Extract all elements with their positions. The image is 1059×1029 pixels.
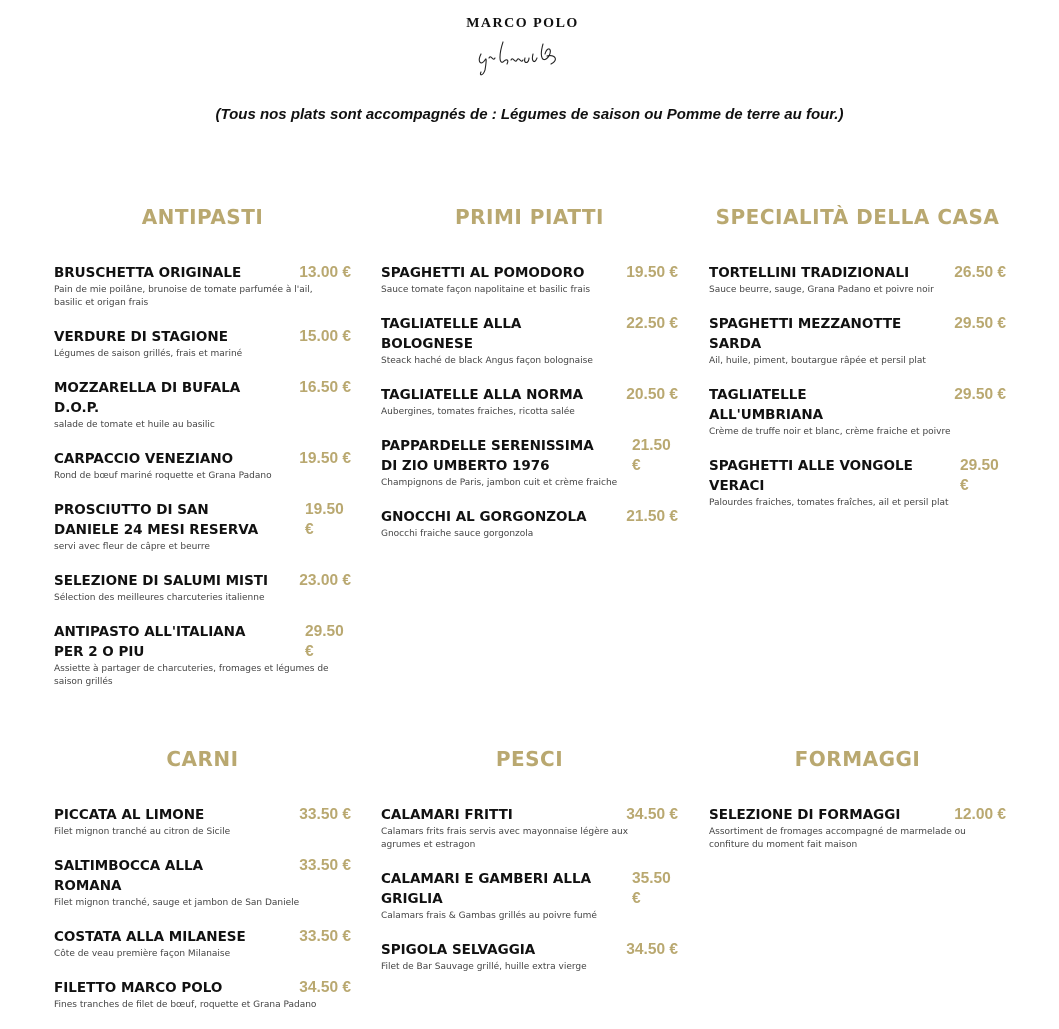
item-description: Sauce beurre, sauge, Grana Padano et poivre noir <box>709 285 934 295</box>
menu-item <box>381 263 678 297</box>
item-name: TAGLIATELLE ALL'UMBRIANA <box>709 387 824 423</box>
item-name: CALAMARI E GAMBERI ALLA GRIGLIA <box>381 871 592 907</box>
item-description: Pain de mie poilâne, brunoise de tomate parfumée à l'ail, basilic et origan frais <box>54 285 313 308</box>
section-antipasti <box>54 205 351 706</box>
item-name: TAGLIATELLE ALLA NORMA <box>381 387 584 403</box>
section-carni <box>54 747 351 1029</box>
item-name: SPAGHETTI AL POMODORO <box>381 265 585 281</box>
item-price: 15.00 € <box>299 328 351 345</box>
item-description: Rond de bœuf mariné roquette et Grana Padano <box>54 471 272 481</box>
item-description: Sauce tomate façon napolitaine et basilic frais <box>381 285 591 295</box>
item-description: Crème de truffe noir et blanc, crème fraiche et poivre <box>709 427 951 437</box>
item-description: salade de tomate et huile au basilic <box>54 420 215 430</box>
menu-item <box>54 449 351 483</box>
tagline: (Tous nos plats sont accompagnés de : Légumes de saison ou Pomme de terre au four.) <box>215 106 844 123</box>
item-description: Calamars frits frais servis avec mayonnaise légère aux agrumes et estragon <box>381 827 629 850</box>
menu-item <box>709 263 1006 297</box>
item-description: Légumes de saison grillés, frais et mariné <box>54 349 243 359</box>
item-description: Fines tranches de filet de bœuf, roquette et Grana Padano <box>54 1000 317 1010</box>
menu-item <box>54 378 351 432</box>
section-specialita-della-casa <box>709 205 1006 527</box>
section-title: SPECIALITÀ DELLA CASA <box>715 205 1000 229</box>
item-name: MOZZARELLA DI BUFALA D.O.P. <box>54 380 241 416</box>
item-price: 20.50 € <box>626 386 678 403</box>
menu-item <box>709 385 1006 439</box>
item-name: SALTIMBOCCA ALLA ROMANA <box>54 858 204 894</box>
item-price: 34.50 € <box>626 941 678 958</box>
item-price: 33.50 € <box>299 806 351 823</box>
item-name: PICCATA AL LIMONE <box>54 807 205 823</box>
section-title: FORMAGGI <box>794 747 921 771</box>
section-title: PESCI <box>495 747 564 771</box>
item-name: ANTIPASTO ALL'ITALIANA PER 2 O PIU <box>54 624 246 660</box>
section-primi-piatti <box>381 205 678 558</box>
menu-item <box>709 456 1006 510</box>
item-name: COSTATA ALLA MILANESE <box>54 929 246 945</box>
item-description: servi avec fleur de câpre et beurre <box>54 542 210 552</box>
menu-item <box>381 940 678 974</box>
item-price: 29.50 € <box>954 386 1006 403</box>
item-price: 23.00 € <box>299 572 351 589</box>
item-price: 33.50 € <box>299 857 351 874</box>
item-name: PAPPARDELLE SERENISSIMA DI ZIO UMBERTO 1976 <box>381 438 594 474</box>
menu-item <box>381 314 678 368</box>
menu-item <box>54 327 351 361</box>
signature-logo <box>473 34 573 80</box>
menu-item <box>709 805 1006 852</box>
item-price: 33.50 € <box>299 928 351 945</box>
section-title: CARNI <box>166 747 239 771</box>
item-name: SPIGOLA SELVAGGIA <box>381 942 536 958</box>
item-description: Calamars frais & Gambas grillés au poivre fumé <box>381 911 597 921</box>
item-price: 12.00 € <box>954 806 1006 823</box>
item-price: 34.50 € <box>299 979 351 996</box>
item-name: SPAGHETTI ALLE VONGOLE VERACI <box>709 458 913 494</box>
item-price: 21.50 € <box>632 437 671 474</box>
item-name: TORTELLINI TRADIZIONALI <box>709 265 910 281</box>
item-name: GNOCCHI AL GORGONZOLA <box>381 509 587 525</box>
brand-logo <box>0 16 1045 80</box>
item-price: 21.50 € <box>626 508 678 525</box>
menu-item <box>381 436 678 490</box>
item-name: VERDURE DI STAGIONE <box>54 329 228 345</box>
item-price: 19.50 € <box>299 450 351 467</box>
item-price: 13.00 € <box>299 264 351 281</box>
menu-item <box>54 978 351 1012</box>
item-description: Assiette à partager de charcuteries, fromages et légumes de saison grillés <box>54 664 329 687</box>
section-title: PRIMI PIATTI <box>454 205 605 229</box>
item-price: 26.50 € <box>954 264 1006 281</box>
brand-name: MARCO POLO <box>466 16 579 31</box>
menu-item <box>54 927 351 961</box>
section-formaggi <box>709 747 1006 869</box>
item-description: Côte de veau première façon Milanaise <box>54 949 231 959</box>
item-name: SELEZIONE DI FORMAGGI <box>709 807 901 823</box>
menu-item <box>54 571 351 605</box>
item-price: 22.50 € <box>626 315 678 332</box>
item-price: 16.50 € <box>299 379 351 396</box>
item-name: PROSCIUTTO DI SAN DANIELE 24 MESI RESERVA <box>54 502 259 538</box>
section-title: ANTIPASTI <box>141 205 264 229</box>
item-name: SELEZIONE DI SALUMI MISTI <box>54 573 269 589</box>
item-price: 34.50 € <box>626 806 678 823</box>
item-description: Filet de Bar Sauvage grillé, huille extra vierge <box>381 962 587 972</box>
item-description: Gnocchi fraiche sauce gorgonzola <box>381 529 534 539</box>
menu-item <box>54 805 351 839</box>
menu-item <box>381 805 678 852</box>
menu-item <box>381 385 678 419</box>
item-description: Filet mignon tranché au citron de Sicile <box>54 827 231 837</box>
menu-item <box>54 500 351 554</box>
item-description: Filet mignon tranché, sauge et jambon de San Daniele <box>54 898 300 908</box>
item-name: FILETTO MARCO POLO <box>54 980 223 996</box>
menu-item <box>54 622 351 689</box>
item-price: 35.50 € <box>632 870 671 907</box>
item-description: Steack haché de black Angus façon bolognaise <box>381 356 593 366</box>
item-price: 29.50 € <box>960 457 999 494</box>
item-description: Ail, huile, piment, boutargue râpée et persil plat <box>709 356 926 366</box>
item-name: CALAMARI FRITTI <box>381 807 513 823</box>
item-price: 29.50 € <box>305 623 344 660</box>
item-description: Palourdes fraiches, tomates fraîches, ail et persil plat <box>709 498 949 508</box>
item-price: 19.50 € <box>305 501 344 538</box>
menu-item <box>54 856 351 910</box>
menu-item <box>709 314 1006 368</box>
menu-item <box>54 263 351 310</box>
item-price: 29.50 € <box>954 315 1006 332</box>
item-name: BRUSCHETTA ORIGINALE <box>54 265 242 281</box>
item-name: SPAGHETTI MEZZANOTTE SARDA <box>709 316 902 352</box>
section-pesci <box>381 747 678 991</box>
item-price: 19.50 € <box>626 264 678 281</box>
item-name: TAGLIATELLE ALLA BOLOGNESE <box>381 316 522 352</box>
item-description: Sélection des meilleures charcuteries italienne <box>54 593 265 603</box>
item-description: Assortiment de fromages accompagné de marmelade ou confiture du moment fait maison <box>709 827 966 850</box>
menu-item <box>381 507 678 541</box>
item-description: Champignons de Paris, jambon cuit et crème fraiche <box>381 478 618 488</box>
item-description: Aubergines, tomates fraiches, ricotta salée <box>381 407 575 417</box>
item-name: CARPACCIO VENEZIANO <box>54 451 234 467</box>
menu-item <box>381 869 678 923</box>
